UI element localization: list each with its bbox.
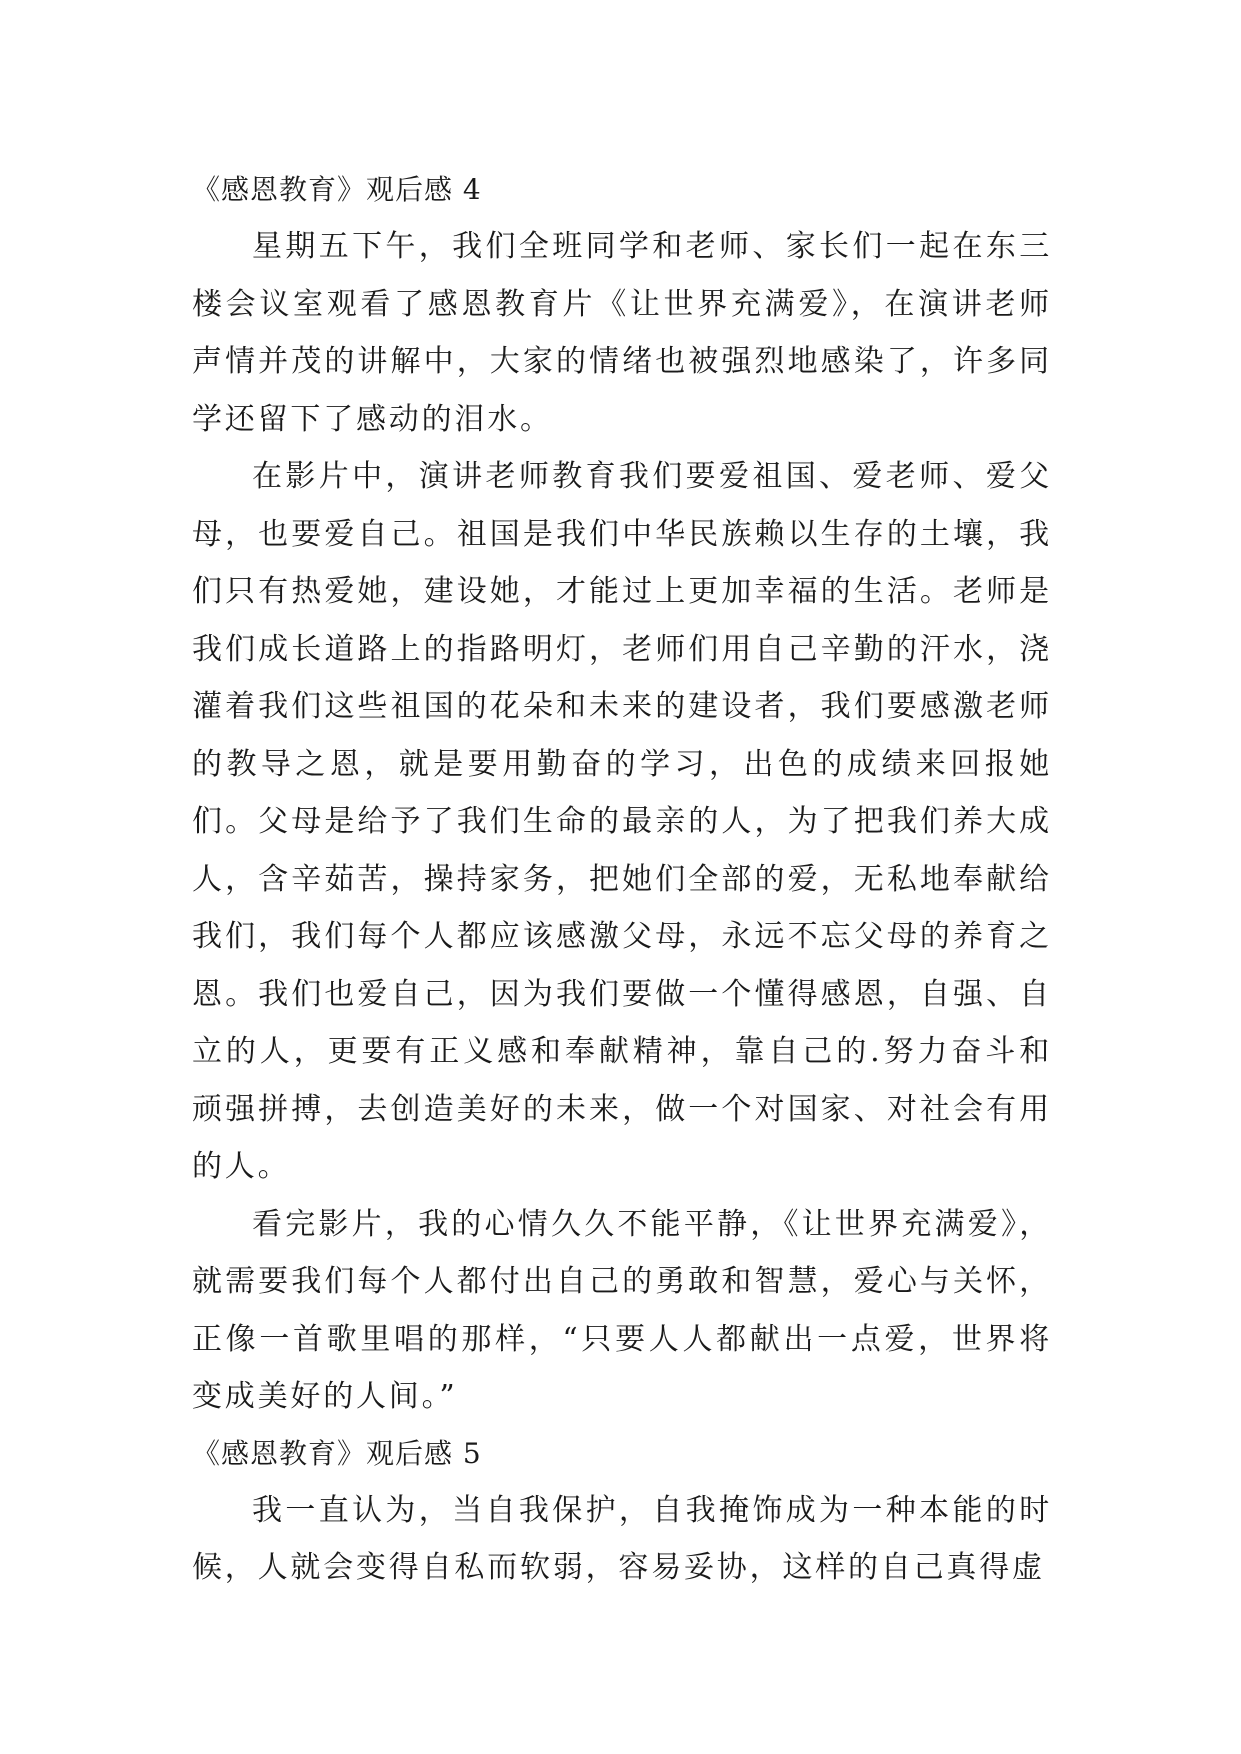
paragraph: 看完影片，我的心情久久不能平静，《让世界充满爱》，就需要我们每个人都付出自己的勇敢和智慧，爱心与关怀，正像一首歌里唱的那样，“只要人人都献出一点爱，世界将变成美好的人间。” xyxy=(192,1206,1052,1414)
section-review-4 xyxy=(192,162,1052,1426)
section-heading: 《感恩教育》观后感 5 xyxy=(192,1436,482,1470)
section-review-5 xyxy=(192,1426,1052,1597)
paragraph: 在影片中，演讲老师教育我们要爱祖国、爱老师、爱父母，也要爱自己。祖国是我们中华民族赖以生存的土壤，我们只有热爱她，建设她，才能过上更加幸福的生活。老师是我们成长道路上的指路明灯，老师们用自己辛勤的汗水，浇灌着我们这些祖国的花朵和未来的建设者，我们要感激老师的教导之恩，就是要用勤奋的学习，出色的成绩来回报她们。父母是给予了我们生命的最亲的人，为了把我们养大成人，含辛茹苦，操持家务，把她们全部的爱，无私地奉献给我们，我们每个人都应该感激父母，永远不忘父母的养育之恩。我们也爱自己，因为我们要做一个懂得感恩，自强、自立的人，更要有正义感和奉献精神，靠自己的.努力奋斗和顽强拼搏，去创造美好的未来，做一个对国家、对社会有用的人。 xyxy=(192,459,1052,1184)
section-heading: 《感恩教育》观后感 4 xyxy=(192,173,482,206)
document-body xyxy=(192,162,1052,1597)
paragraph: 星期五下午，我们全班同学和老师、家长们一起在东三楼会议室观看了感恩教育片《让世界充满爱》，在演讲老师声情并茂的讲解中，大家的情绪也被强烈地感染了，许多同学还留下了感动的泪水。 xyxy=(192,229,1052,437)
paragraph: 我一直认为，当自我保护，自我掩饰成为一种本能的时候，人就会变得自私而软弱，容易妥协，这样的自己真得虚 xyxy=(192,1492,1052,1585)
